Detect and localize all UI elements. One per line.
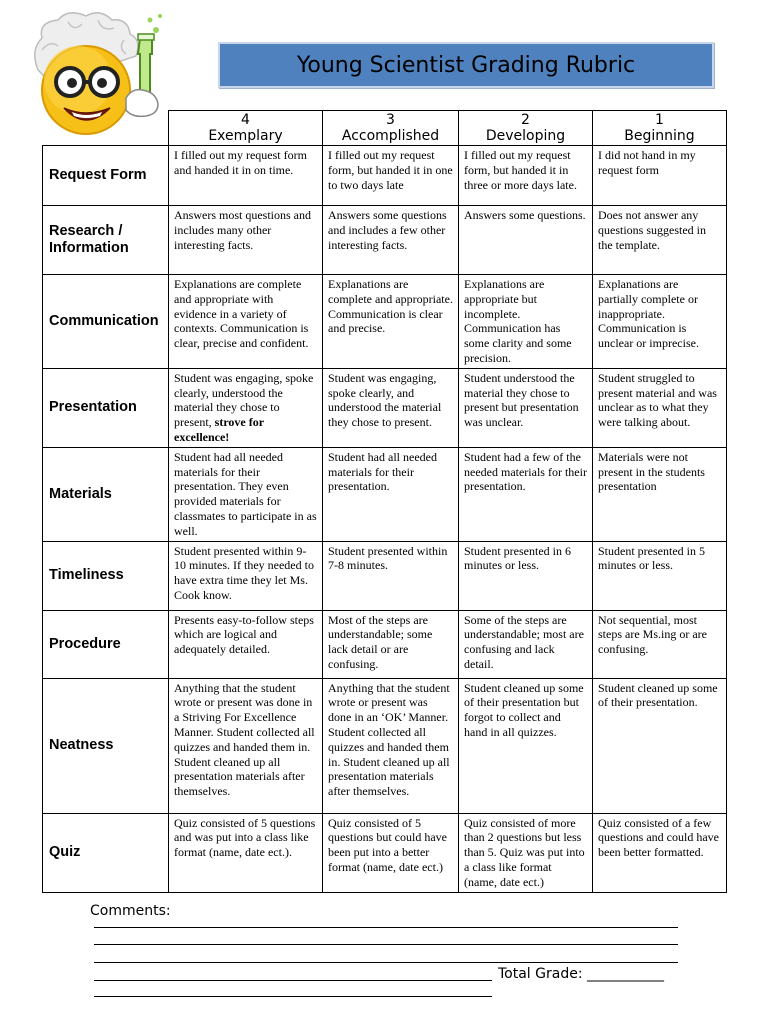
rubric-cell: Student presented within 7-8 minutes. bbox=[323, 541, 459, 610]
rubric-cell: Answers some questions and includes a few other interesting facts. bbox=[323, 206, 459, 275]
table-row bbox=[43, 447, 727, 541]
rubric-cell: I filled out my request form and handed it in on time. bbox=[169, 146, 323, 206]
rubric-cell: Explanations are partially complete or inappropriate. Communication is unclear or imprecise. bbox=[593, 275, 727, 369]
total-grade-label: Total Grade: ___________ bbox=[498, 966, 664, 982]
rubric-cell: Answers most questions and includes many other interesting facts. bbox=[169, 206, 323, 275]
comment-line[interactable] bbox=[94, 980, 492, 981]
table-row bbox=[43, 368, 727, 447]
column-score: 3 bbox=[386, 112, 395, 128]
rubric-cell: Explanations are complete and appropriate. Communication is clear and precise. bbox=[323, 275, 459, 369]
column-header bbox=[459, 111, 593, 146]
table-row bbox=[43, 275, 727, 369]
table-row bbox=[43, 610, 727, 678]
rubric-cell: Some of the steps are understandable; most are confusing and lack detail. bbox=[459, 610, 593, 678]
column-label: Exemplary bbox=[208, 128, 283, 144]
column-header bbox=[593, 111, 727, 146]
column-score: 4 bbox=[241, 112, 250, 128]
rubric-cell: Not sequential, most steps are Ms.ing or are confusing. bbox=[593, 610, 727, 678]
rubric-cell: Student cleaned up some of their presentation but forgot to collect and hand in all quizzes. bbox=[459, 678, 593, 813]
criterion-label: Procedure bbox=[43, 610, 169, 678]
rubric-cell: Quiz consisted of a few questions and could have been better formatted. bbox=[593, 813, 727, 892]
criterion-label: Materials bbox=[43, 447, 169, 541]
rubric-cell: I filled out my request form, but handed it in three or more days late. bbox=[459, 146, 593, 206]
criterion-label: Research / Information bbox=[43, 206, 169, 275]
table-row bbox=[43, 813, 727, 892]
rubric-cell: Quiz consisted of 5 questions and was put into a class like format (name, date ect.). bbox=[169, 813, 323, 892]
comment-line[interactable] bbox=[94, 944, 678, 945]
column-header bbox=[323, 111, 459, 146]
rubric-cell: I filled out my request form, but handed it in one to two days late bbox=[323, 146, 459, 206]
criterion-label: Neatness bbox=[43, 678, 169, 813]
rubric-cell: Anything that the student wrote or present was done in a Striving For Excellence Manner. Student collected all quizzes and handed them in. Student cleaned up all presentation materials after themselves. bbox=[169, 678, 323, 813]
criterion-label: Request Form bbox=[43, 146, 169, 206]
table-row bbox=[43, 146, 727, 206]
criterion-label: Timeliness bbox=[43, 541, 169, 610]
rubric-cell: Does not answer any questions suggested in the template. bbox=[593, 206, 727, 275]
column-header bbox=[169, 111, 323, 146]
rubric-cell: Explanations are appropriate but incomplete. Communication has some clarity and some precision. bbox=[459, 275, 593, 369]
cell-text: Student was engaging, spoke clearly, understood the material they chose to present, bbox=[174, 370, 314, 430]
rubric-cell: Student struggled to present material and was unclear as to what they were talking about. bbox=[593, 368, 727, 447]
table-row bbox=[43, 678, 727, 813]
rubric-cell: Student had a few of the needed materials for their presentation. bbox=[459, 447, 593, 541]
emphasis-text: strove for excellence! bbox=[174, 415, 264, 444]
column-label: Accomplished bbox=[341, 128, 440, 144]
rubric-cell: Explanations are complete and appropriate with evidence in a variety of contexts. Communication is clear, precise and confident. bbox=[169, 275, 323, 369]
comment-line[interactable] bbox=[94, 962, 678, 963]
comment-line[interactable] bbox=[94, 996, 492, 997]
rubric-cell: Quiz consisted of 5 questions but could have been put into a better format (name, date ect.) bbox=[323, 813, 459, 892]
rubric-cell: Most of the steps are understandable; some lack detail or are confusing. bbox=[323, 610, 459, 678]
comments-label: Comments: bbox=[90, 903, 171, 919]
rubric-cell: Student presented in 6 minutes or less. bbox=[459, 541, 593, 610]
rubric-cell: Student was engaging, spoke clearly, and understood the material they chose to present. bbox=[323, 368, 459, 447]
table-row bbox=[43, 541, 727, 610]
criterion-label: Presentation bbox=[43, 368, 169, 447]
rubric-cell: Materials were not present in the students presentation bbox=[593, 447, 727, 541]
column-label: Beginning bbox=[624, 128, 695, 144]
rubric-cell: Anything that the student wrote or present was done in an ‘OK’ Manner. Student collected all quizzes and handed them in. Student cleaned up all presentation materials after themselves. bbox=[323, 678, 459, 813]
criterion-label: Quiz bbox=[43, 813, 169, 892]
rubric-cell: Answers some questions. bbox=[459, 206, 593, 275]
rubric-cell: Student had all needed materials for their presentation. They even provided materials for classmates to participate in as well. bbox=[169, 447, 323, 541]
rubric-cell: I did not hand in my request form bbox=[593, 146, 727, 206]
corner-cell bbox=[43, 111, 169, 146]
column-score: 2 bbox=[521, 112, 530, 128]
rubric-title: Young Scientist Grading Rubric bbox=[218, 42, 714, 88]
table-row bbox=[43, 206, 727, 275]
rubric-table bbox=[42, 110, 727, 893]
column-label: Developing bbox=[485, 128, 566, 144]
comment-line[interactable] bbox=[94, 927, 678, 928]
header-row bbox=[43, 111, 727, 146]
column-score: 1 bbox=[655, 112, 664, 128]
criterion-label: Communication bbox=[43, 275, 169, 369]
rubric-cell bbox=[169, 368, 323, 447]
rubric-cell: Student presented within 9-10 minutes. If they needed to have extra time they let Ms. Cook know. bbox=[169, 541, 323, 610]
rubric-cell: Student understood the material they chose to present but presentation was unclear. bbox=[459, 368, 593, 447]
rubric-cell: Student presented in 5 minutes or less. bbox=[593, 541, 727, 610]
rubric-cell: Quiz consisted of more than 2 questions but less than 5. Quiz was put into a class like format (name, date ect.) bbox=[459, 813, 593, 892]
rubric-cell: Student had all needed materials for their presentation. bbox=[323, 447, 459, 541]
rubric-cell: Presents easy-to-follow steps which are logical and adequately detailed. bbox=[169, 610, 323, 678]
rubric-cell: Student cleaned up some of their presentation. bbox=[593, 678, 727, 813]
